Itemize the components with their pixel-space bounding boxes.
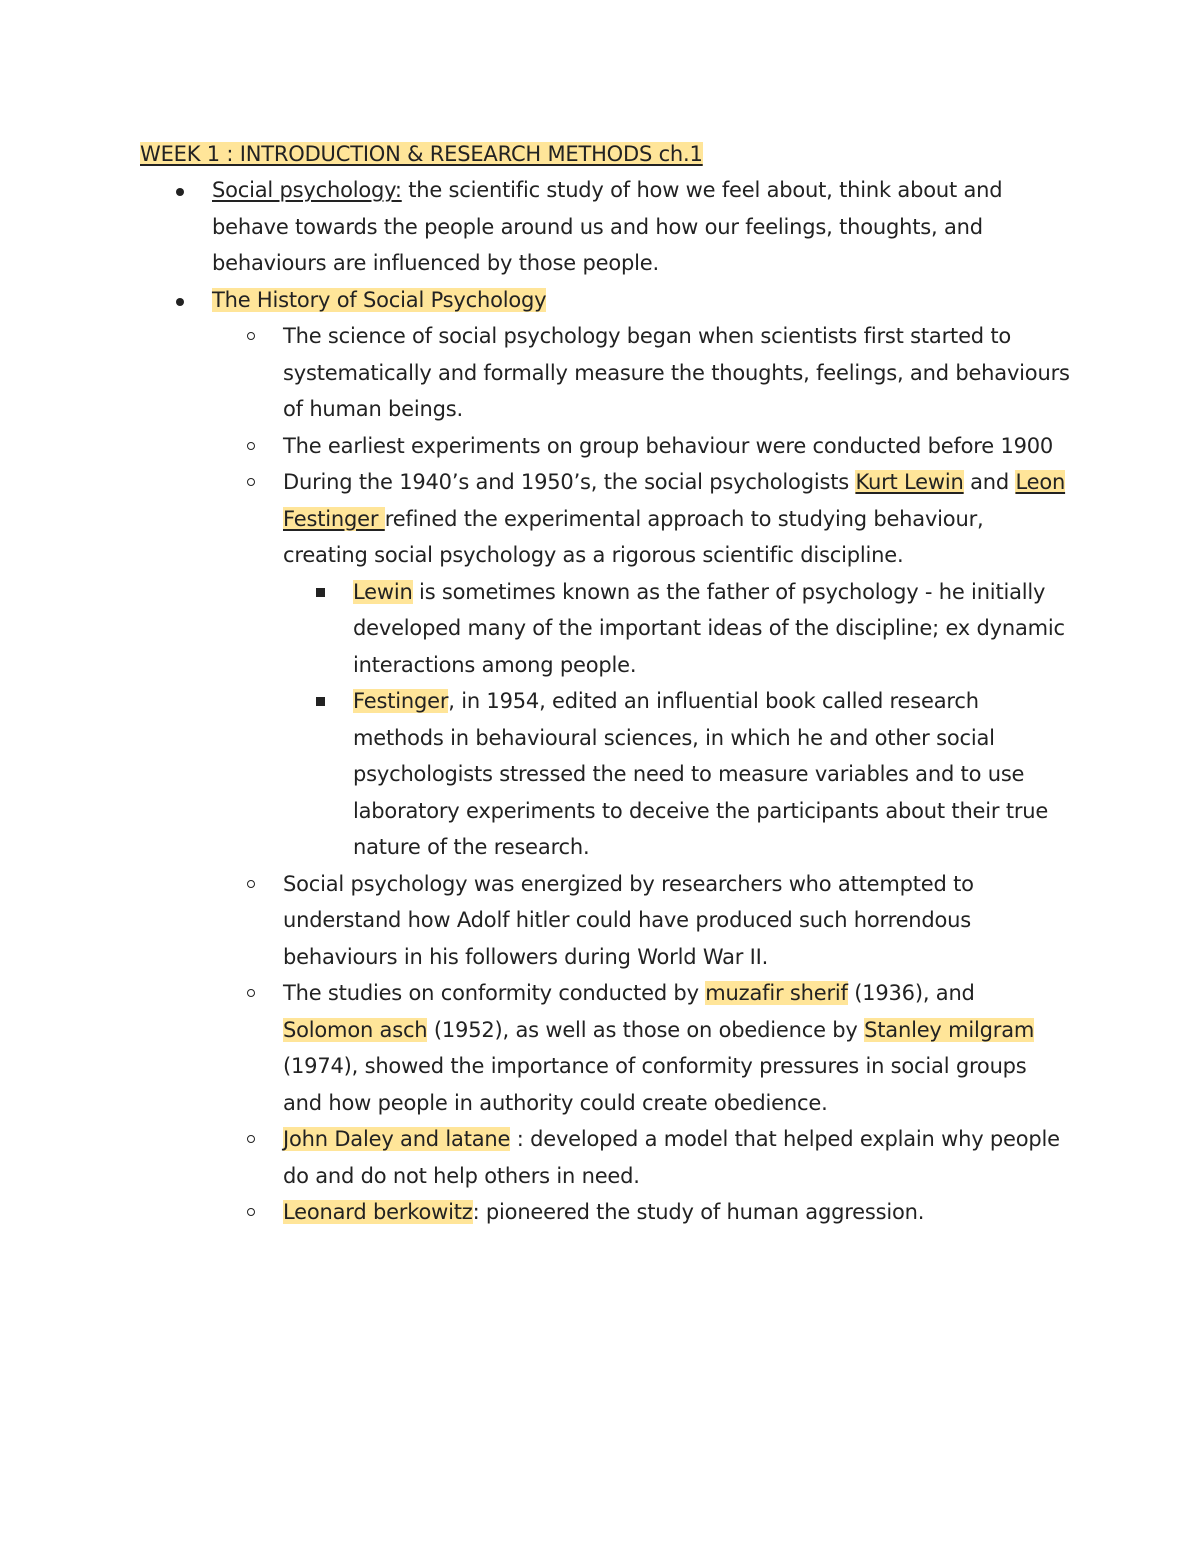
item-text: is sometimes known as the father of psychology - he initially developed many of the important ideas of the discipline; ex dynamic interactions among people. [353, 579, 1065, 677]
list-item [140, 866, 1070, 976]
list-item [140, 1121, 1070, 1194]
list-item [140, 318, 1070, 428]
list-item [140, 683, 1070, 866]
list-item [140, 428, 1070, 465]
list-item-history [140, 282, 1070, 1231]
title-text: WEEK 1 : INTRODUCTION & RESEARCH METHODS ch.1 [140, 142, 703, 166]
item-text: The earliest experiments on group behaviour were conducted before 1900 [283, 433, 1054, 458]
item-text: During the 1940’s and 1950’s, the social psychologists [283, 470, 856, 494]
nested-sublist [140, 574, 1070, 866]
name-highlight: Stanley milgram [864, 1017, 1035, 1042]
list-item-definition [140, 172, 1070, 282]
name-highlight: Festinger [353, 689, 449, 713]
name-highlight: Lewin [353, 579, 413, 604]
item-text: and [963, 470, 1016, 494]
item-text: The studies on conformity conducted by [283, 981, 706, 1005]
list-item [140, 464, 1070, 866]
main-list [140, 172, 1070, 1231]
name-highlight: Leon Festinger [283, 470, 1066, 531]
section-heading: The History of Social Psychology [212, 287, 547, 312]
item-text: (1974), showed the importance of conformity pressures in social groups and how people in authority could create obedience. [283, 1054, 1027, 1115]
definition-text: the scientific study of how we feel about, think about and behave towards the people around us and how our feelings, thoughts, and behaviours are influenced by those people. [212, 178, 1003, 275]
history-sublist [140, 318, 1070, 1231]
name-highlight: Leonard berkowitz [283, 1200, 473, 1224]
definition-term: Social psychology: [212, 178, 402, 202]
item-text: (1936), and [847, 981, 975, 1005]
item-text: (1952), as well as those on obedience by [427, 1017, 865, 1042]
name-highlight: Kurt Lewin [855, 470, 964, 494]
item-text: , in 1954, edited an influential book called research methods in behavioural sciences, in which he and other social psychologists stressed the need to measure variables and to use laboratory experiments to deceive the participants about their true nature of the research. [353, 689, 1049, 859]
item-text: Social psychology was energized by researchers who attempted to understand how Adolf hitler could have produced such horrendous behaviours in his followers during World War II. [283, 871, 974, 969]
page-title [140, 136, 1070, 172]
list-item [140, 1194, 1070, 1231]
name-highlight: Solomon asch [283, 1017, 428, 1042]
item-text: The science of social psychology began when scientists first started to systematically and formally measure the thoughts, feelings, and behaviours of human beings. [283, 324, 1070, 421]
list-item [140, 574, 1070, 684]
item-text: refined the experimental approach to studying behaviour, creating social psychology as a rigorous scientific discipline. [283, 506, 984, 567]
name-highlight: muzafir sherif [705, 981, 848, 1005]
list-item [140, 975, 1070, 1121]
item-text: : pioneered the study of human aggression. [472, 1200, 925, 1224]
item-text: : developed a model that helped explain why people do and do not help others in need. [283, 1127, 1060, 1188]
document-body [140, 136, 1070, 1231]
name-highlight: John Daley and latane [283, 1127, 511, 1151]
